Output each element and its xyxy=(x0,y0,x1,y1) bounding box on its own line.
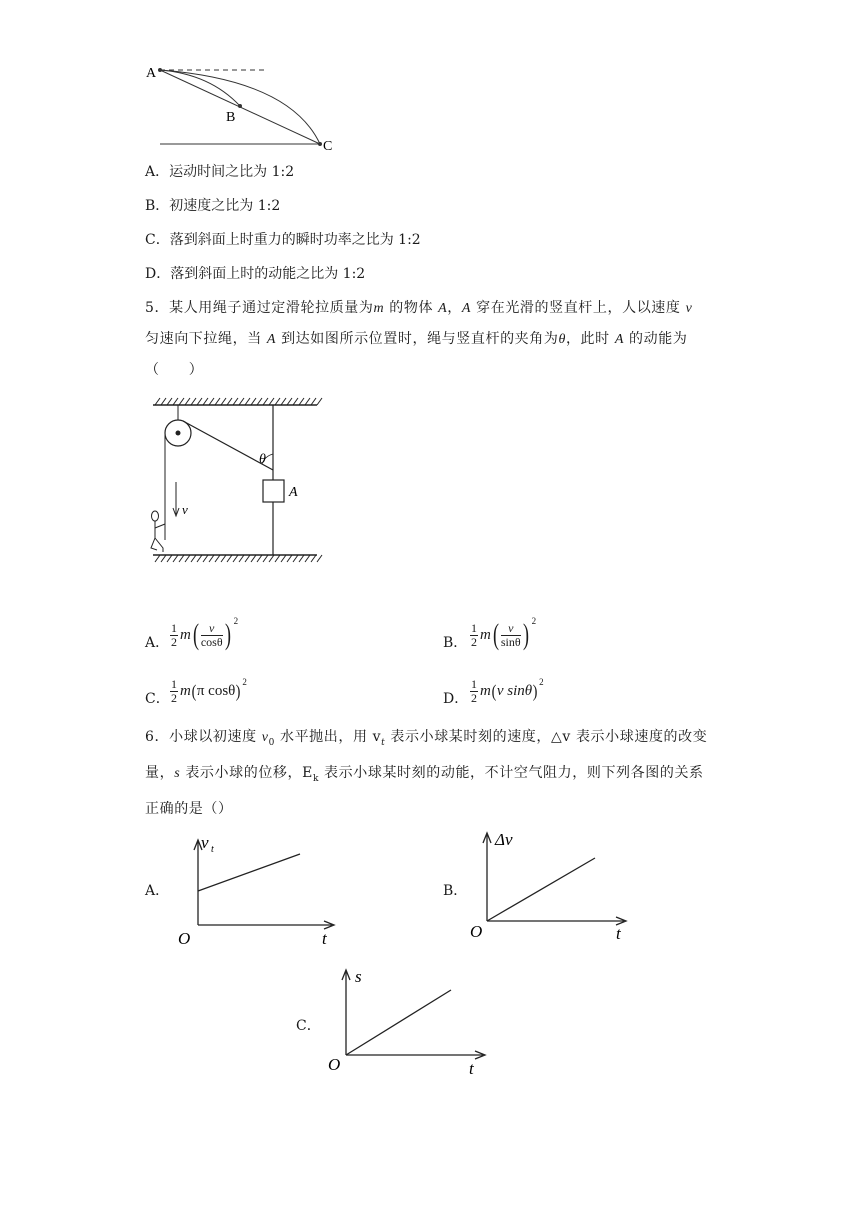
q4-option-d: D．落到斜面上时的动能之比为 1:2 xyxy=(145,266,366,282)
graph-a-ylabel: v xyxy=(201,833,209,852)
q4-option-b: B．初速度之比为 1:2 xyxy=(145,198,281,214)
graph-b-line xyxy=(487,858,595,921)
block-a-label: A xyxy=(289,485,298,500)
person-icon xyxy=(152,511,159,521)
q6-option-b-label: B． xyxy=(443,883,468,899)
velocity-label: v xyxy=(182,502,188,517)
point-c-label: C xyxy=(323,139,333,154)
q4-option-a: A．运动时间之比为 1:2 xyxy=(145,164,295,180)
graph-c-line xyxy=(346,990,451,1055)
q5-option-b-expr: $\frac{1}{2}$ m ( $\frac{v}{\sin\theta}$ ) 2 xyxy=(471,616,537,651)
q5-option-d-expr: $\frac{1}{2}$ m ( v sinθ ) 2 xyxy=(471,676,544,705)
q5-option-c-label: C． xyxy=(145,691,170,707)
graph-c-origin: O xyxy=(328,1055,341,1074)
point-b-label: B xyxy=(226,110,236,125)
q5-option-a-label: A． xyxy=(145,635,170,651)
q6-graph-c xyxy=(325,962,495,1080)
graph-c-xlabel: t xyxy=(469,1059,474,1078)
q6-option-c-label: C． xyxy=(296,1018,321,1034)
theta-label: θ xyxy=(259,452,266,467)
graph-b-origin: O xyxy=(470,922,483,941)
graph-a-origin: O xyxy=(178,929,191,948)
q6-graph-b xyxy=(467,825,642,945)
q6-stem: 6．小球以初速度 $v_0$ 水平抛出，用 $v_t$ 表示小球某时刻的速度，△v 表示小球速度的改变 量，s 表示小球的位移，$E_k$ 表示小球某时刻的动能，不计空气阻力，则下列各图的关系 正确的是（） xyxy=(145,729,708,817)
q5-option-b-label: B． xyxy=(443,635,468,651)
graph-a-ylabel-sub: t xyxy=(211,844,214,855)
q5-option-d-label: D． xyxy=(443,691,469,707)
graph-b-xlabel: t xyxy=(616,924,621,943)
point-a-label: A xyxy=(146,66,157,81)
q6-graph-a xyxy=(170,830,345,950)
q5-stem: 5．某人用绳子通过定滑轮拉质量为m 的物体 A，A 穿在光滑的竖直杆上，人以速度 v 匀速向下拉绳，当 A 到达如图所示位置时，绳与竖直杆的夹角为θ，此时 A 的动能为 （ ） xyxy=(145,300,693,378)
q6-option-a-label: A． xyxy=(145,883,170,899)
graph-a-xlabel: t xyxy=(322,929,327,948)
q4-option-c: C．落到斜面上时重力的瞬时功率之比为 1:2 xyxy=(145,232,421,248)
graph-a-line xyxy=(198,854,300,891)
graph-c-ylabel: s xyxy=(355,967,362,986)
q5-option-a-expr: $\frac{1}{2}$ m ( $\frac{v}{\cos\theta}$ ) 2 xyxy=(171,616,239,651)
q5-option-c-expr: $\frac{1}{2}$ m ( π cosθ ) 2 xyxy=(171,676,247,705)
graph-b-ylabel: Δv xyxy=(495,830,513,849)
block-a xyxy=(263,480,284,502)
q5-pulley-figure xyxy=(145,390,325,565)
q4-figure xyxy=(140,60,350,155)
